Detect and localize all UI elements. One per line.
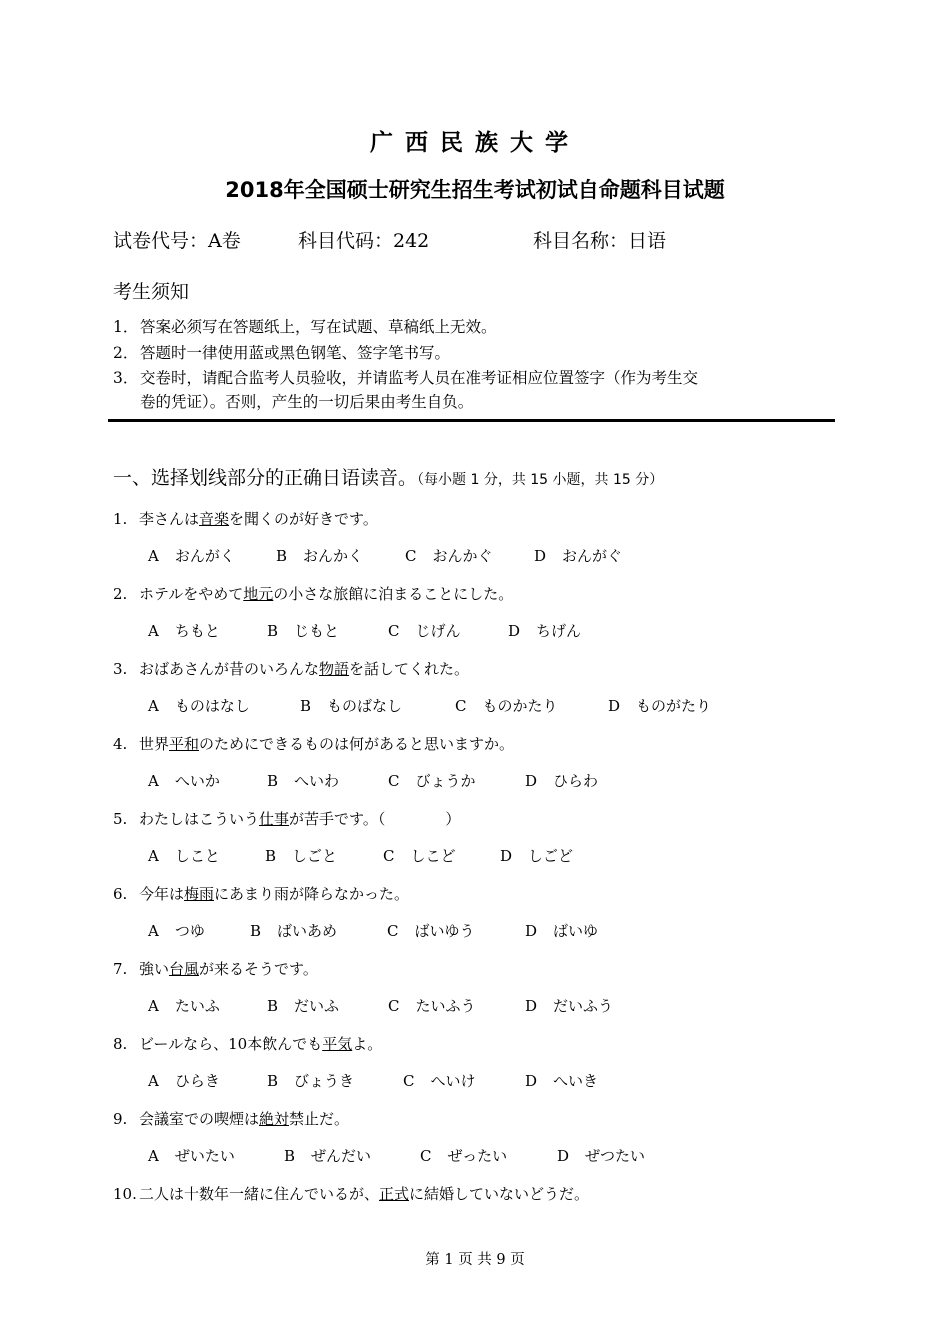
question-2 xyxy=(113,583,513,604)
section-divider xyxy=(108,419,835,422)
answer-option-d xyxy=(525,995,613,1016)
option-reading: しごと xyxy=(292,847,338,865)
question-number: 7. xyxy=(113,960,128,978)
answer-option-d xyxy=(525,770,598,791)
answer-option-b xyxy=(267,770,339,791)
question-3 xyxy=(113,658,469,679)
question-number: 6. xyxy=(113,885,128,903)
question-text: の小さな旅館に泊まることにした。 xyxy=(273,585,514,603)
rule-number: 3． xyxy=(113,369,139,387)
option-letter: D xyxy=(557,1147,570,1165)
question-text: を話してくれた。 xyxy=(349,660,470,678)
answer-option-c xyxy=(405,545,493,566)
answer-option-b xyxy=(276,545,363,566)
option-reading: びょうか xyxy=(415,772,476,790)
option-letter: B xyxy=(267,997,279,1015)
rule-number: 2． xyxy=(113,344,139,362)
question-text: 世界 xyxy=(139,735,170,753)
answer-option-c xyxy=(388,995,476,1016)
underlined-word: 台風 xyxy=(169,960,200,978)
question-text: 李さんは xyxy=(139,510,200,528)
option-letter: D xyxy=(525,922,538,940)
underlined-word: 地元 xyxy=(243,585,274,603)
question-text: 今年は xyxy=(139,885,185,903)
option-reading: だいふ xyxy=(294,997,340,1015)
question-number: 3. xyxy=(113,660,128,678)
rule-number: 1． xyxy=(113,318,139,336)
question-number: 9. xyxy=(113,1110,128,1128)
subject-name: 科目名称：日语 xyxy=(533,230,667,252)
option-reading: たいふ xyxy=(174,997,220,1015)
option-letter: A xyxy=(148,922,159,940)
answer-option-b xyxy=(265,845,337,866)
option-letter: C xyxy=(455,697,467,715)
answer-option-a xyxy=(148,1070,220,1091)
option-letter: A xyxy=(148,772,159,790)
answer-option-c xyxy=(455,695,558,716)
question-5 xyxy=(113,808,460,829)
underlined-word: 物語 xyxy=(319,660,350,678)
option-letter: C xyxy=(383,847,395,865)
question-7 xyxy=(113,958,318,979)
question-9 xyxy=(113,1108,349,1129)
answer-option-d xyxy=(500,845,573,866)
option-letter: A xyxy=(148,697,159,715)
underlined-word: 仕事 xyxy=(259,810,290,828)
rule-text: 答案必须写在答题纸上，写在试题、草稿纸上无效。 xyxy=(140,318,497,336)
option-letter: B xyxy=(267,772,279,790)
option-letter: A xyxy=(148,1072,159,1090)
option-reading: しこと xyxy=(174,847,220,865)
question-text: のためにできるものは何があると思いますか。 xyxy=(199,735,515,753)
subject-code: 科目代码：242 xyxy=(298,230,430,252)
option-letter: D xyxy=(525,997,538,1015)
option-reading: しごど xyxy=(528,847,574,865)
answer-option-d xyxy=(525,1070,598,1091)
answer-option-a xyxy=(148,1145,235,1166)
option-letter: C xyxy=(420,1147,432,1165)
question-4 xyxy=(113,733,514,754)
option-letter: A xyxy=(148,547,159,565)
answer-option-c xyxy=(420,1145,507,1166)
option-letter: B xyxy=(276,547,288,565)
option-reading: へいけ xyxy=(430,1072,476,1090)
question-text: 会議室での喫煙は xyxy=(139,1110,260,1128)
question-text: に結婚していないどうだ。 xyxy=(409,1185,590,1203)
question-text: ビールなら、10本飲んでも xyxy=(139,1035,323,1053)
option-letter: A xyxy=(148,847,159,865)
option-letter: B xyxy=(265,847,277,865)
question-text: ホテルをやめて xyxy=(139,585,244,603)
underlined-word: 梅雨 xyxy=(184,885,215,903)
option-letter: C xyxy=(405,547,417,565)
option-reading: ひらき xyxy=(174,1072,220,1090)
answer-option-a xyxy=(148,695,250,716)
option-reading: しこど xyxy=(410,847,456,865)
question-6 xyxy=(113,883,409,904)
question-text: を聞くのが好きです。 xyxy=(229,510,378,528)
question-text: 二人は十数年一緒に住んでいるが、 xyxy=(139,1185,380,1203)
answer-option-c xyxy=(388,770,476,791)
answer-option-c xyxy=(383,845,456,866)
option-reading: ぜんだい xyxy=(311,1147,372,1165)
option-reading: じもと xyxy=(294,622,340,640)
notice-rule xyxy=(113,341,450,363)
question-number: 1. xyxy=(113,510,128,528)
option-letter: C xyxy=(387,922,399,940)
question-number: 8. xyxy=(113,1035,128,1053)
option-letter: D xyxy=(534,547,547,565)
answer-option-b xyxy=(267,620,339,641)
option-reading: ちげん xyxy=(536,622,582,640)
answer-option-c xyxy=(388,620,461,641)
option-letter: D xyxy=(525,1072,538,1090)
option-reading: ぜったい xyxy=(447,1147,508,1165)
option-reading: へいき xyxy=(553,1072,599,1090)
answer-option-d xyxy=(557,1145,645,1166)
option-letter: A xyxy=(148,1147,159,1165)
paper-code: 试卷代号：A卷 xyxy=(113,230,241,252)
option-reading: へいわ xyxy=(294,772,340,790)
section-heading xyxy=(113,463,663,490)
answer-option-a xyxy=(148,545,235,566)
option-reading: たいふう xyxy=(415,997,476,1015)
option-reading: ものばなし xyxy=(327,697,403,715)
option-reading: びょうき xyxy=(294,1072,355,1090)
question-text: にあまり雨が降らなかった。 xyxy=(214,885,410,903)
answer-option-d xyxy=(608,695,711,716)
option-reading: ものはなし xyxy=(174,697,250,715)
option-reading: おんがく xyxy=(174,547,235,565)
rule-text: 答题时一律使用蓝或黑色钢笔、签字笔书写。 xyxy=(140,344,451,362)
question-number: 2. xyxy=(113,585,128,603)
option-letter: D xyxy=(608,697,621,715)
underlined-word: 平和 xyxy=(169,735,200,753)
underlined-word: 絶対 xyxy=(259,1110,290,1128)
question-1 xyxy=(113,508,378,529)
answer-option-a xyxy=(148,770,220,791)
section-score-note: （每小题 1 分，共 15 小题，共 15 分） xyxy=(417,472,664,488)
option-reading: ばいあめ xyxy=(277,922,338,940)
underlined-word: 平気 xyxy=(322,1035,353,1053)
answer-option-b xyxy=(284,1145,371,1166)
question-number: 10. xyxy=(113,1185,137,1203)
underlined-word: 正式 xyxy=(379,1185,410,1203)
option-reading: つゆ xyxy=(174,922,205,940)
option-reading: だいふう xyxy=(553,997,614,1015)
answer-option-b xyxy=(300,695,402,716)
answer-option-c xyxy=(403,1070,476,1091)
answer-option-a xyxy=(148,920,205,941)
option-letter: B xyxy=(300,697,312,715)
answer-option-a xyxy=(148,845,220,866)
option-reading: ばいゆ xyxy=(553,922,599,940)
notice-heading: 考生须知 xyxy=(113,281,190,303)
option-letter: C xyxy=(388,772,400,790)
answer-option-b xyxy=(267,1070,354,1091)
answer-option-b xyxy=(250,920,337,941)
option-letter: A xyxy=(148,622,159,640)
option-letter: D xyxy=(500,847,513,865)
underlined-word: 音楽 xyxy=(199,510,230,528)
option-letter: C xyxy=(388,997,400,1015)
option-letter: B xyxy=(267,1072,279,1090)
question-number: 5. xyxy=(113,810,128,828)
notice-rule xyxy=(113,315,497,337)
page-footer: 第 1 页 共 9 页 xyxy=(425,1252,525,1268)
question-8 xyxy=(113,1033,382,1054)
option-reading: おんかぐ xyxy=(432,547,493,565)
option-letter: D xyxy=(508,622,521,640)
question-text: よ。 xyxy=(352,1035,383,1053)
option-letter: D xyxy=(525,772,538,790)
university-name: 广西民族大学 xyxy=(370,130,580,156)
option-letter: B xyxy=(284,1147,296,1165)
answer-option-a xyxy=(148,620,220,641)
option-reading: おんがぐ xyxy=(562,547,623,565)
option-reading: おんかく xyxy=(303,547,364,565)
option-letter: B xyxy=(250,922,262,940)
exam-title: 2018年全国硕士研究生招生考试初试自命题科目试题 xyxy=(225,178,725,202)
option-reading: ひらわ xyxy=(553,772,599,790)
answer-option-d xyxy=(534,545,622,566)
answer-option-d xyxy=(508,620,581,641)
answer-option-c xyxy=(387,920,475,941)
answer-option-b xyxy=(267,995,339,1016)
question-10 xyxy=(113,1183,589,1204)
rule-text-continued: 卷的凭证）。否则，产生的一切后果由考生自负。 xyxy=(140,393,474,411)
question-text: 強い xyxy=(139,960,170,978)
question-text: が苦手です。（ ） xyxy=(289,810,461,828)
question-text: おばあさんが昔のいろんな xyxy=(139,660,320,678)
section-title: 一、选择划线部分的正确日语读音。 xyxy=(113,467,418,489)
question-text: が来るそうです。 xyxy=(199,960,318,978)
option-reading: ものがたり xyxy=(636,697,712,715)
option-reading: ものかたり xyxy=(482,697,558,715)
option-reading: ちもと xyxy=(174,622,220,640)
question-text: わたしはこういう xyxy=(139,810,260,828)
answer-option-a xyxy=(148,995,220,1016)
question-text: 禁止だ。 xyxy=(289,1110,350,1128)
option-letter: A xyxy=(148,997,159,1015)
option-reading: じげん xyxy=(415,622,461,640)
answer-option-d xyxy=(525,920,598,941)
option-reading: へいか xyxy=(174,772,220,790)
option-letter: C xyxy=(388,622,400,640)
option-reading: ぜいたい xyxy=(174,1147,235,1165)
option-letter: C xyxy=(403,1072,415,1090)
question-number: 4. xyxy=(113,735,128,753)
option-reading: ばいゆう xyxy=(414,922,475,940)
option-reading: ぜつたい xyxy=(585,1147,646,1165)
option-letter: B xyxy=(267,622,279,640)
rule-text: 交卷时，请配合监考人员验收，并请监考人员在准考证相应位置签字（作为考生交 xyxy=(140,369,699,387)
notice-rule xyxy=(113,366,698,388)
